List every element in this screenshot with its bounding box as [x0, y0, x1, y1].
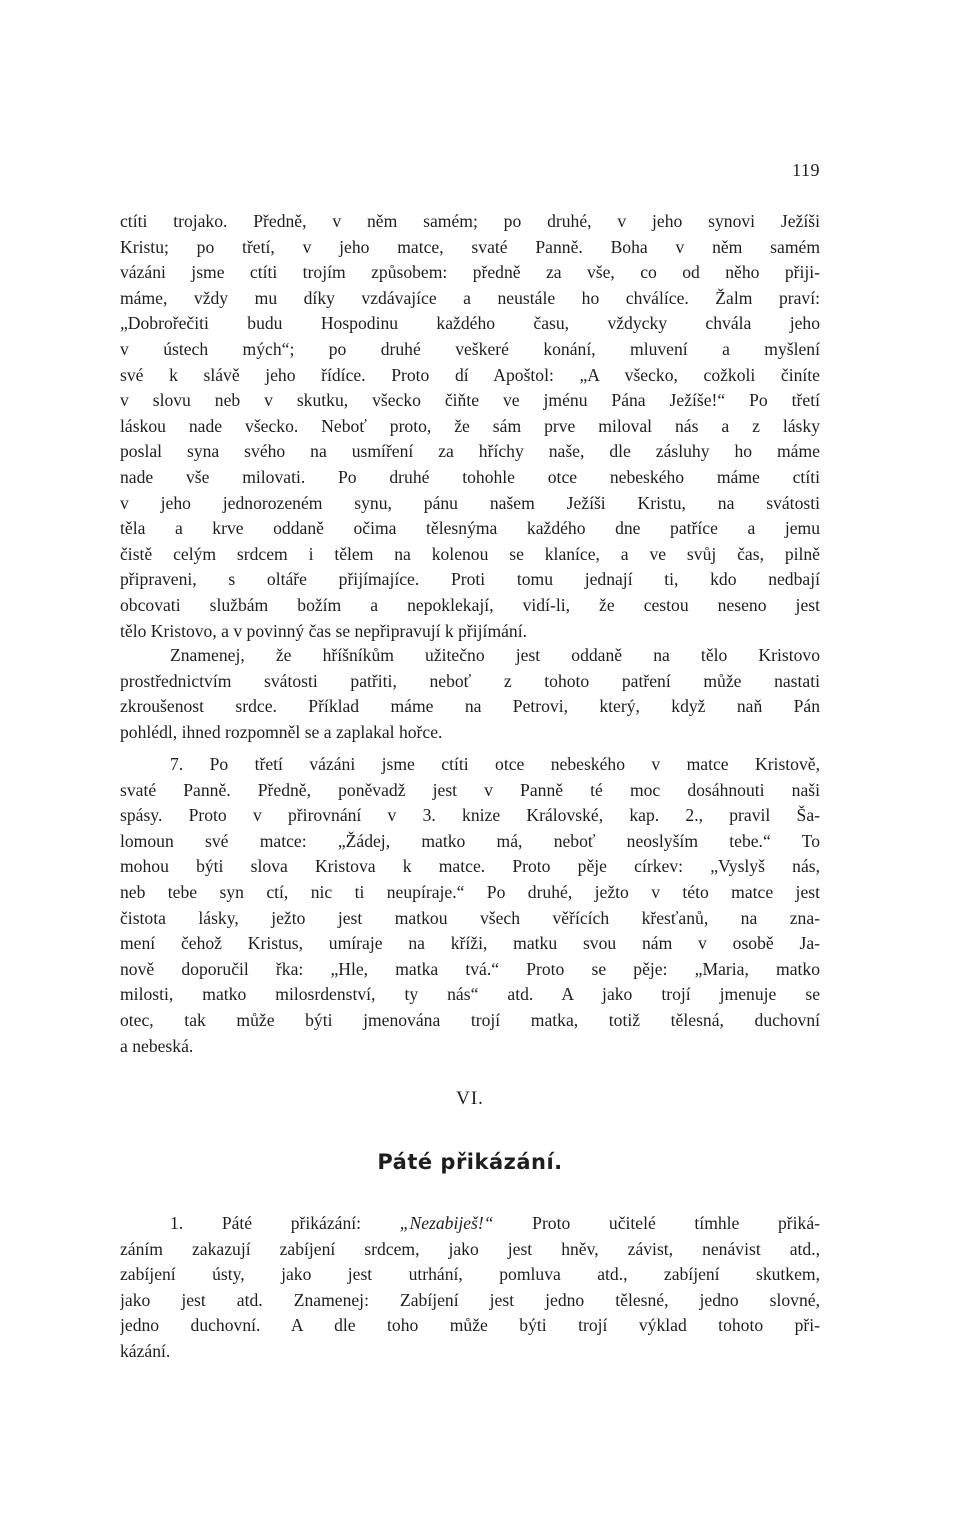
text-line: „Dobrořečiti budu Hospodinu každého času, vždycky chvála jeho	[120, 313, 820, 334]
text-line: své k slávě jeho řídíce. Proto dí Apoštol: „A všecko, cožkoli činíte	[120, 364, 820, 385]
text-line: Kristu; po třetí, v jeho matce, svaté Panně. Boha v něm samém	[120, 236, 820, 257]
paragraph-4	[120, 1211, 820, 1365]
text-line: obcovati službám božím a nepoklekají, vidí-li, že cestou neseno jest	[120, 594, 820, 615]
text-line: neb tebe syn ctí, nic ti neupíraje.“ Po druhé, ježto v této matce jest	[120, 881, 820, 902]
text-line: připraveni, s oltáře přijímajíce. Proti tomu jednají ti, kdo nedbají	[120, 569, 820, 590]
text-line: otec, tak může býti jmenována trojí matka, totiž tělesná, duchovní	[120, 1009, 820, 1030]
text-line: čistě celým srdcem i tělem na kolenou se klaníce, a ve svůj čas, pilně	[120, 543, 820, 564]
text-line: mení čehož Kristus, umíraje na kříži, matku svou nám v osobě Ja-	[120, 933, 820, 954]
commandment-quote: „Nezabiješ!“	[399, 1213, 494, 1233]
text-line: mohou býti slova Kristova k matce. Proto pěje církev: „Vyslyš nás,	[120, 856, 820, 877]
paragraph-1	[120, 209, 820, 644]
text-line: jako jest atd. Znamenej: Zabíjení jest jedno tělesné, jedno slovné,	[120, 1289, 820, 1310]
text-line: nově doporučil řka: „Hle, matka tvá.“ Proto se pěje: „Maria, matko	[120, 958, 820, 979]
paragraph-4-rest: Proto učitelé tímhle přiká-	[493, 1213, 820, 1233]
text-line: v jeho jednorozeném synu, pánu našem Ježíši Kristu, na svátosti	[120, 492, 820, 513]
text-line: zkroušenost srdce. Příklad máme na Petrovi, který, když naň Pán	[120, 696, 820, 717]
text-line: Znamenej, že hříšníkům užitečno jest oddaně na tělo Kristovo	[170, 645, 820, 665]
paragraph-3	[120, 752, 820, 1059]
text-line: zabíjení ústy, jako jest utrhání, pomluva atd., zabíjení skutkem,	[120, 1264, 820, 1285]
text-line: máme, vždy mu díky vzdávajíce a neustále ho chválíce. Žalm praví:	[120, 287, 820, 308]
page-number: 119	[792, 160, 820, 180]
paragraph-4-lead: 1. Páté přikázání:	[170, 1213, 400, 1233]
text-line: jedno duchovní. A dle toho může býti trojí výklad tohoto při-	[120, 1315, 820, 1336]
text-line: čistota lásky, ježto jest matkou všech věřících křesťanů, na zna-	[120, 907, 820, 928]
text-line: láskou nade všecko. Neboť proto, že sám prve miloval nás a z lásky	[120, 415, 820, 436]
text-line: spásy. Proto v přirovnání v 3. knize Královské, kap. 2., pravil Ša-	[120, 805, 820, 826]
text-line: vázáni jsme ctíti trojím způsobem: předně za vše, co od něho přiji-	[120, 262, 820, 283]
text-line: a nebeská.	[120, 1035, 194, 1056]
text-line: v ústech mých“; po druhé veškeré konání, mluvení a myšlení	[120, 338, 820, 359]
section-numeral: VI.	[456, 1088, 484, 1109]
text-line: milosti, matko milosrdenství, ty nás“ atd. A jako trojí jmenuje se	[120, 984, 820, 1005]
text-line: nade vše milovati. Po druhé tohohle otce nebeského máme ctíti	[120, 466, 820, 487]
text-line: prostřednictvím svátosti patřiti, neboť z tohoto patření může nastati	[120, 670, 820, 691]
text-line: poslal syna svého na usmíření za hříchy naše, dle zásluhy ho máme	[120, 441, 820, 462]
paragraph-4-first-line	[120, 1211, 820, 1237]
text-line: svaté Panně. Předně, poněvadž jest v Panně té moc dosáhnouti naši	[120, 779, 820, 800]
text-line: 7. Po třetí vázáni jsme ctíti otce nebeského v matce Kristově,	[170, 754, 820, 774]
text-line: kázání.	[120, 1340, 171, 1361]
text-line: tělo Kristovo, a v povinný čas se nepřipravují k přijímání.	[120, 620, 528, 641]
section-title: Páté přikázání.	[377, 1150, 563, 1174]
text-line: lomoun své matce: „Žádej, matko má, neboť neoslyším tebe.“ To	[120, 830, 820, 851]
paragraph-2	[120, 643, 820, 745]
text-line: ctíti trojako. Předně, v něm samém; po druhé, v jeho synovi Ježíši	[120, 211, 820, 231]
text-line: v slovu neb v skutku, všecko čiňte ve jménu Pána Ježíše!“ Po třetí	[120, 390, 820, 411]
text-line: záním zakazují zabíjení srdcem, jako jest hněv, závist, nenávist atd.,	[120, 1238, 820, 1259]
text-line: pohlédl, ihned rozpomněl se a zaplakal hořce.	[120, 721, 443, 742]
text-line: těla a krve oddaně očima tělesnýma každého dne patříce a jemu	[120, 518, 820, 539]
book-page	[120, 0, 820, 1516]
